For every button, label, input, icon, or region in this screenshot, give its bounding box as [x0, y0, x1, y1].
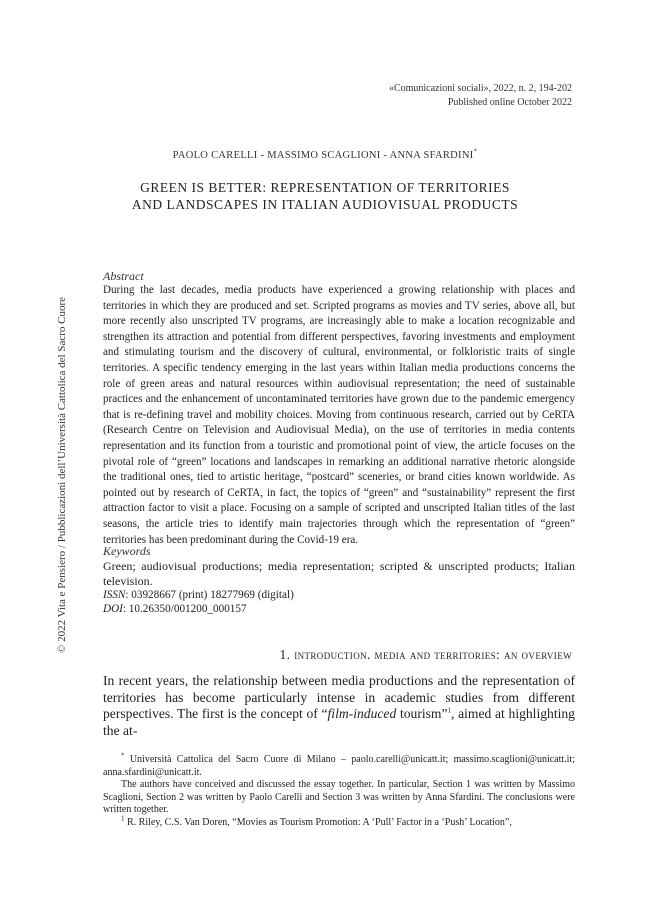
- footnote-1-mark: 1: [121, 814, 125, 823]
- footnote-affiliation: [103, 751, 575, 779]
- title-line-2: AND LANDSCAPES IN ITALIAN AUDIOVISUAL PRODUCTS: [131, 197, 519, 212]
- author-list: [0, 147, 650, 161]
- issn-label: ISSN: [103, 589, 126, 601]
- intro-text-before: In recent years, the relationship between media productions and the representation of territories has become particularly intense in academic studies from different perspectives. The first is the concept of “: [103, 673, 575, 721]
- section-title: introduction. media and territories: an overview: [294, 647, 572, 662]
- footnote-affiliation-text: Università Cattolica del Sacro Cuore di Milano – paolo.carelli@unicatt.it; massimo.scaglioni@unicatt.it; anna.sfardini@unicatt.it.: [103, 754, 575, 778]
- issn-value: : 03928667 (print) 18277969 (digital): [125, 589, 294, 601]
- footnote-1-text: R. Riley, C.S. Van Doren, “Movies as Tourism Promotion: A ‘Pull’ Factor in a ‘Push’ Location”,: [127, 817, 512, 828]
- footnote-1: [103, 814, 575, 830]
- published-line: Published online October 2022: [447, 97, 572, 108]
- title-line-1: GREEN IS BETTER: REPRESENTATION OF TERRITORIES: [140, 180, 510, 195]
- doi-label: DOI: [103, 603, 123, 615]
- abstract-heading: Abstract: [103, 269, 144, 283]
- keywords-text: Green; audiovisual productions; media representation; scripted & unscripted products; Italian television.: [103, 559, 575, 588]
- doi-line: [103, 602, 247, 616]
- footnote-authorship: The authors have conceived and discussed the essay together. In particular, Section 1 was written by Massimo Scaglioni, Section 2 was written by Paolo Carelli and Section 3 was written by Anna Sfardini. The conclusions were written together.: [103, 779, 575, 816]
- intro-italic: film-induced: [327, 706, 397, 721]
- journal-line: «Comunicazioni sociali», 2022, n. 2, 194-202: [388, 83, 572, 94]
- keywords-heading: Keywords: [103, 544, 151, 558]
- article-title: [100, 179, 550, 213]
- issn-line: [103, 588, 294, 602]
- intro-text-mid: tourism”: [396, 706, 448, 721]
- section-number: 1.: [279, 647, 295, 662]
- intro-footnote-ref: 1: [447, 706, 452, 715]
- footnote-star-mark: *: [121, 751, 125, 760]
- copyright-side-note: © 2022 Vita e Pensiero / Pubblicazioni dell’Università Cattolica del Sacro Cuore: [56, 296, 68, 654]
- abstract-text: During the last decades, media products have experienced a growing relationship with places and territories in which they are produced and set. Scripted programs as movies and TV series, above all, but more recently also unscripted TV programs, are increasingly able to make a location recognizable and strengthen its attraction and potential from different perspectives, favoring investments and employment and stimulating tourism and the discovery of cultural, environmental, or folkloristic traits of single territories. A specific tendency emerging in the last years within Italian media productions concerns the role of green areas and natural resources within audiovisual representation; the need of sustainable practices and the enhancement of uncontaminated territories have grown due to the pandemic emergency that is re-defining travel and mobility choices. Moving from continuous research, carried out by CeRTA (Research Centre on Television and Audiovisual Media), on the use of territories in media contents representation and its function from a touristic and promotional point of view, the article focuses on the pivotal role of “green” locations and landscapes in remarking an additional narrative rhetoric alongside the traditional ones, tied to artistic heritage, “postcard” sceneries, or brand cities known worldwide. As pointed out by research of CeRTA, in fact, the topics of “green” and “sustainability” represent the first attraction factor to visit a place. Focusing on a sample of scripted and unscripted Italian titles of the last seasons, the article tries to identify main trajectories through which the representation of “green” territories has been predominant during the Covid-19 era.: [103, 284, 575, 546]
- journal-citation: [389, 82, 572, 110]
- author-names: PAOLO CARELLI - MASSIMO SCAGLIONI - ANNA SFARDINI: [172, 150, 474, 161]
- author-footnote-mark: *: [473, 147, 478, 156]
- intro-text-after: , aimed at highlighting the at-: [103, 706, 575, 738]
- doi-value: : 10.26350/001200_000157: [122, 603, 247, 615]
- intro-paragraph: [103, 673, 575, 739]
- section-heading: [280, 647, 573, 663]
